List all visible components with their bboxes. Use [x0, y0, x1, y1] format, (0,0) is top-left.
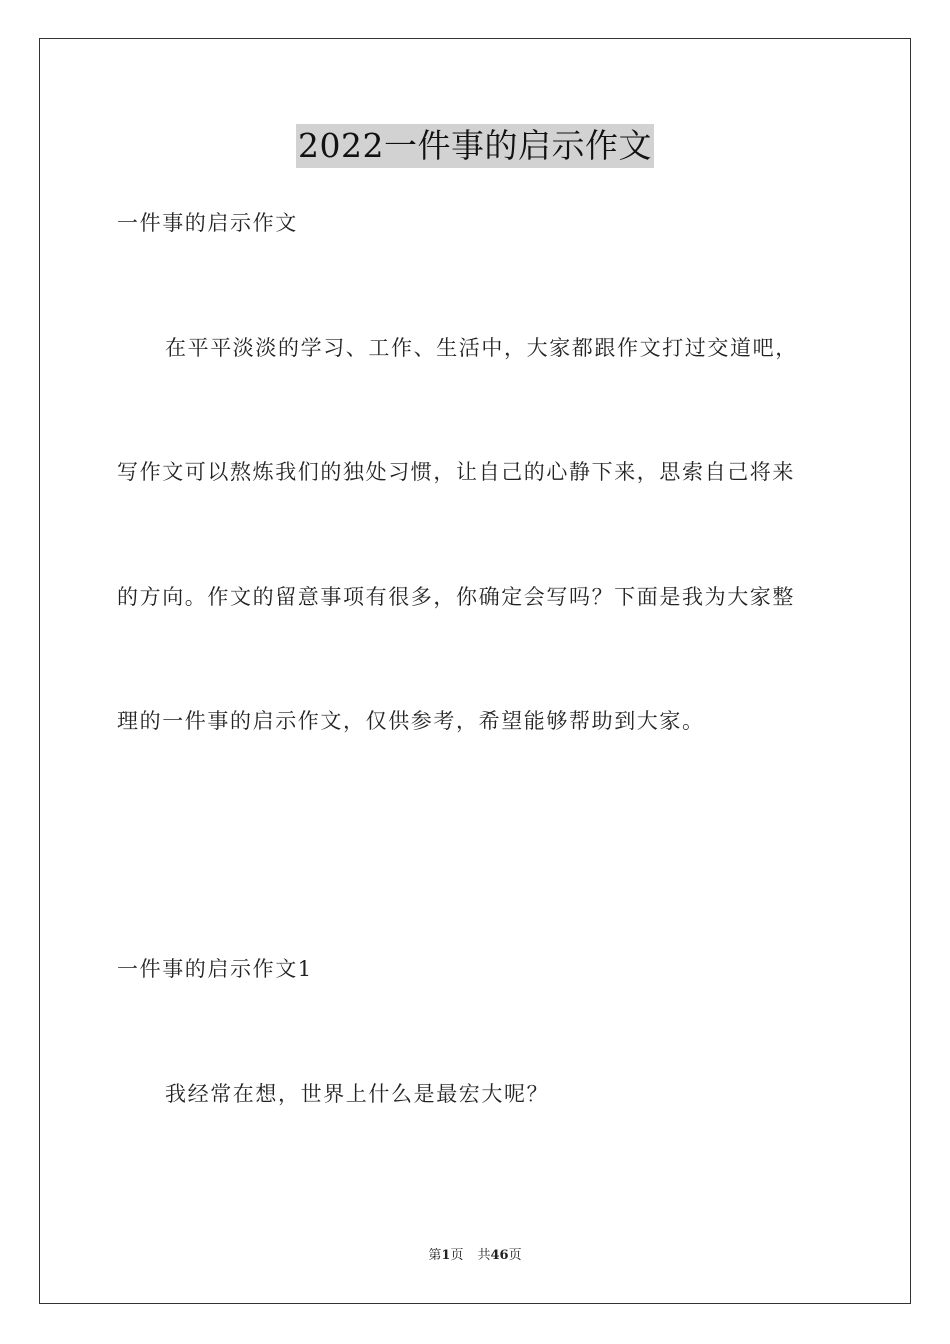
section-paragraph-line: 我经常在想，世界上什么是最宏大呢？ [165, 1082, 550, 1106]
section-heading: 一件事的启示作文1 [117, 957, 313, 981]
intro-line-1: 在平平淡淡的学习、工作、生活中，大家都跟作文打过交道吧， [165, 336, 798, 360]
footer-total-suffix: 页 [508, 1248, 522, 1263]
footer-page-number: 1 [441, 1248, 451, 1263]
page-footer [0, 1247, 950, 1265]
intro-line-2: 写作文可以熬炼我们的独处习惯，让自己的心静下来，思索自己将来 [117, 460, 795, 484]
document-heading: 一件事的启示作文 [117, 211, 298, 235]
footer-page-prefix: 第 [428, 1248, 442, 1263]
intro-line-4: 理的一件事的启示作文，仅供参考，希望能够帮助到大家。 [117, 709, 705, 733]
document-title: 2022一件事的启示作文 [296, 124, 654, 168]
title-container [0, 124, 950, 168]
footer-total-prefix: 共 [477, 1248, 491, 1263]
footer-page-suffix: 页 [450, 1248, 464, 1263]
footer-total-pages: 46 [490, 1248, 509, 1263]
intro-line-3: 的方向。作文的留意事项有很多，你确定会写吗？下面是我为大家整 [117, 585, 795, 609]
